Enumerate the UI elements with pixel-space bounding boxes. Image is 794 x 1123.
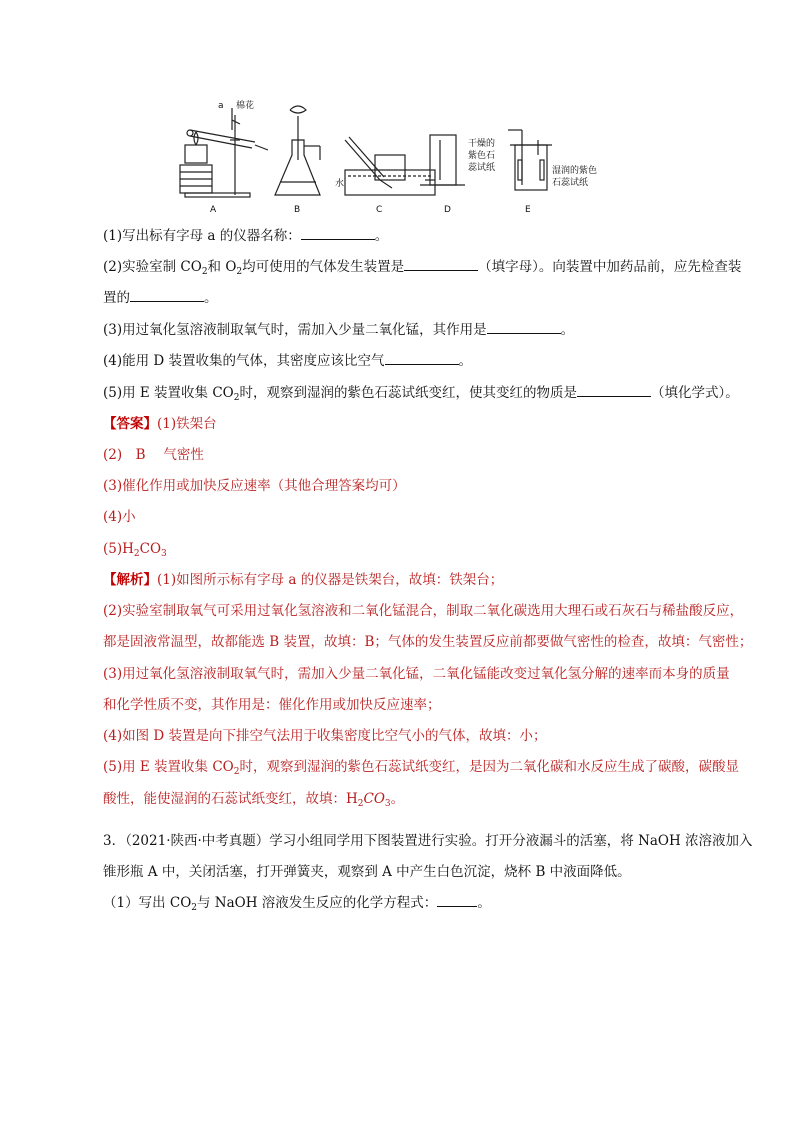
- answer-blank: [130, 289, 204, 302]
- analysis-1: 【解析】(1)如图所示标有字母 a 的仪器是铁架台，故填：铁架台；: [103, 572, 504, 588]
- answer-tag: 【答案】: [103, 416, 157, 432]
- alcohol-lamp: [185, 145, 207, 163]
- label-D: D: [444, 205, 451, 215]
- funnel: [290, 106, 306, 113]
- answer-blank: [437, 894, 477, 907]
- question-5: (5)用 E 装置收集 $CO_2$时，观察到湿润的紫色石蕊试纸变红，使其变红的物质是 （填化学式）。: [103, 385, 739, 403]
- answer-blank: [385, 352, 459, 365]
- stand-base: [185, 193, 250, 197]
- answer-4: (4)小: [103, 509, 136, 525]
- analysis-2-line1: (2)实验室制取氧气可采用过氧化氢溶液和二氧化锰混合，制取二氧化碳选用大理石或石灰石与稀盐酸反应，: [103, 603, 744, 619]
- analysis-2-line2: 都是固液常温型，故都能选 B 装置，故填：B；气体的发生装置反应前都要做气密性的检查，故填：气密性；: [103, 634, 753, 650]
- question-3-part1: （1）写出 $CO_2$与 NaOH 溶液发生反应的化学方程式： 。: [103, 895, 491, 913]
- analysis-5-line2: 酸性，能使湿润的石蕊试纸变红，故填：$H_2CO_3$。: [103, 791, 405, 809]
- answer-1: 【答案】(1)铁架台: [103, 416, 217, 432]
- label-water: 水: [335, 179, 345, 189]
- bottle-e: [515, 145, 547, 190]
- label-wet-paper-2: 石蕊试纸: [552, 178, 589, 188]
- label-wet-paper-1: 湿润的紫色: [552, 166, 598, 176]
- analysis-tag: 【解析】: [103, 572, 157, 588]
- question-2: (2)实验室制 $CO_2$和 $O_2$均可使用的气体发生装置是 （填字母）。向装置中加药品前，应先检查装: [103, 259, 742, 277]
- label-dry-paper-3: 蕊试纸: [468, 163, 496, 173]
- bottle-d: [430, 135, 456, 185]
- analysis-5-line1: (5)用 E 装置收集 $CO_2$时，观察到湿润的紫色石蕊试纸变红，是因为二氧化碳和水反应生成了碳酸，碳酸显: [103, 759, 739, 777]
- question-1: (1)写出标有字母 a 的仪器名称： 。: [103, 228, 389, 244]
- label-A: A: [210, 205, 217, 215]
- answer-blank: [301, 227, 375, 240]
- question-3-stem-line2: 锥形瓶 A 中，关闭活塞，打开弹簧夹，观察到 A 中产生白色沉淀，烧杯 B 中液面降低。: [103, 864, 631, 880]
- answer-blank: [404, 258, 478, 271]
- analysis-3-line2: 和化学性质不变，其作用是：催化作用或加快反应速率；: [103, 697, 441, 713]
- question-3-stem-line1: 3．（2021·陕西·中考真题）学习小组同学用下图装置进行实验。打开分液漏斗的活塞，将 NaOH 浓溶液加入: [103, 833, 753, 849]
- question-2-cont: 置的 。: [103, 290, 218, 306]
- answer-5: $(5)H_2CO_3$: [103, 541, 167, 559]
- question-4: (4)能用 D 装置收集的气体，其密度应该比空气 。: [103, 353, 473, 369]
- label-dry-paper-2: 紫色石: [468, 151, 496, 161]
- apparatus-diagram: [170, 100, 630, 220]
- label-dry-paper-1: 干燥的: [468, 139, 496, 149]
- answer-blank: [487, 321, 561, 334]
- analysis-4: (4)如图 D 装置是向下排空气法用于收集密度比空气小的气体，故填：小；: [103, 728, 547, 744]
- answer-2: (2) B 气密性: [103, 447, 204, 463]
- answer-blank: [577, 384, 651, 397]
- apparatus-figure: [170, 100, 630, 220]
- question-3: (3)用过氧化氢溶液制取氧气时，需加入少量二氧化锰，其作用是 。: [103, 322, 575, 338]
- label-B: B: [294, 205, 301, 215]
- water-trough: [345, 170, 435, 195]
- label-a: a: [218, 101, 224, 111]
- answer-3: (3)催化作用或加快反应速率（其他合理答案均可）: [103, 478, 406, 494]
- label-C: C: [376, 205, 383, 215]
- label-E: E: [525, 205, 531, 215]
- test-tube: [190, 130, 255, 142]
- label-cotton: 棉花: [236, 101, 255, 111]
- analysis-3-line1: (3)用过氧化氢溶液制取氧气时，需加入少量二氧化锰，二氧化锰能改变过氧化氢分解的速率而本身的质量: [103, 666, 730, 682]
